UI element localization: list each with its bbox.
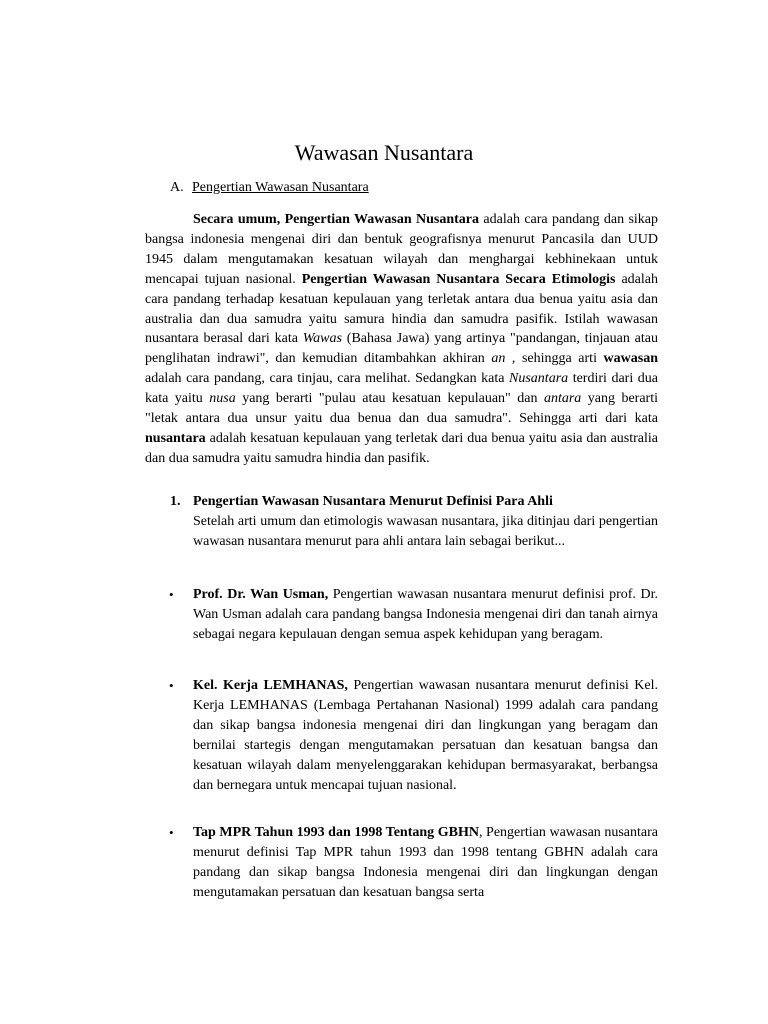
subsection-1-title: Pengertian Wawasan Nusantara Menurut Definisi Para Ahli [193, 494, 553, 509]
intro-bold-1: Secara umum, Pengertian Wawasan Nusantara [193, 212, 480, 227]
bullet-item-tap-mpr [193, 823, 658, 903]
bullet-name: Tap MPR Tahun 1993 dan 1998 Tentang GBHN [193, 825, 479, 840]
intro-text-3: (Bahasa Jawa) yang artinya "pandangan, tinjauan atau penglihatan indrawi", dan kemudian ditambahkan akhiran [145, 331, 659, 367]
bullet-icon: • [169, 825, 174, 840]
bullet-item-lemhanas [193, 676, 658, 795]
bullet-text: Pengertian wawasan nusantara menurut definisi prof. Dr. Wan Usman adalah cara pandang bangsa Indonesia mengenai diri dan tanah airnya sebagai negara kepulauan dengan semua aspek kehidupan yang beragam. [193, 587, 659, 642]
intro-text-9: adalah kesatuan kepulauan yang terletak dari dua benua yaitu asia dan australia dan dua samudra yaitu samudra hindia dan pasifik. [145, 430, 658, 466]
intro-text-6: terdiri dari dua kata yaitu [145, 371, 659, 407]
intro-text-5: adalah cara pandang, cara tinjau, cara melihat. Sedangkan kata [145, 371, 510, 387]
intro-italic-2: an , [491, 351, 516, 367]
bullet-icon: • [169, 587, 174, 602]
intro-text-2: adalah cara pandang terhadap kesatuan kepulauan yang terletak antara dua benua yaitu asia dan australia dan dua samudra yaitu samura hindia dan samudra pasifik. Istilah wawasan nusantara berasal dari kata [145, 271, 658, 347]
section-a-letter: A. [170, 180, 184, 195]
bullet-item-wan-usman [193, 585, 658, 645]
subsection-1-heading [170, 493, 553, 511]
bullet-icon: • [169, 678, 174, 693]
section-a-heading [170, 179, 369, 197]
intro-bold-4: nusantara [145, 430, 206, 446]
subsection-1-paragraph: Setelah arti umum dan etimologis wawasan nusantara, jika ditinjau dari pengertian wawasan nusantara menurut para ahli antara lain sebagai berikut... [193, 514, 658, 549]
intro-italic-4: nusa [209, 391, 236, 407]
bullet-text: Pengertian wawasan nusantara menurut definisi Kel. Kerja LEMHANAS (Lembaga Pertahanan Nasional) 1999 adalah cara pandang dan sikap bangsa indonesia mengenai diri dan lingkungan yang beragam dan bernilai startegis dengan mengutamakan persatuan dan kesatuan bangsa dan kesatuan wilayah dalam menyelenggarakan kehidupan bermasyarakat, berbangsa dan bernegara untuk mencapai tujuan nasional. [193, 678, 658, 793]
intro-italic-5: antara [543, 391, 582, 407]
bullet-text: , Pengertian wawasan nusantara menurut definisi Tap MPR tahun 1993 dan 1998 tentang GBHN adalah cara pandang dan sikap bangsa Indonesia mengenai diri dan lingkungan dengan mengutamakan persatuan dan kesatuan bangsa serta [193, 825, 658, 900]
intro-italic-1: Wawas [302, 331, 342, 347]
intro-paragraph [145, 210, 658, 469]
intro-italic-3: Nusantara [509, 371, 569, 387]
intro-bold-2: Pengertian Wawasan Nusantara Secara Etimologis [301, 271, 616, 287]
section-a-title: Pengertian Wawasan Nusantara [192, 180, 369, 195]
document-title: Wawasan Nusantara [294, 140, 474, 165]
bullet-name: Prof. Dr. Wan Usman, [193, 587, 329, 602]
intro-bold-3: wawasan [603, 351, 658, 367]
intro-text-8: yang berarti "letak antara dua unsur yaitu dua benua dan dua samudra". Sehingga arti dari kata [145, 391, 658, 427]
subsection-1-number: 1. [170, 494, 181, 509]
intro-text-4: sehingga arti [515, 351, 604, 367]
intro-text-7: yang berarti "pulau atau kesatuan kepulauan" dan [235, 391, 544, 407]
intro-text-1: adalah cara pandang dan sikap bangsa indonesia mengenai diri dan bentuk geografisnya menurut Pancasila dan UUD 1945 dalam mengutamakan kesatuan wilayah dan menghargai kebhinekaan untuk mencapai tujuan nasional. [145, 212, 659, 287]
bullet-name: Kel. Kerja LEMHANAS, [193, 678, 348, 693]
